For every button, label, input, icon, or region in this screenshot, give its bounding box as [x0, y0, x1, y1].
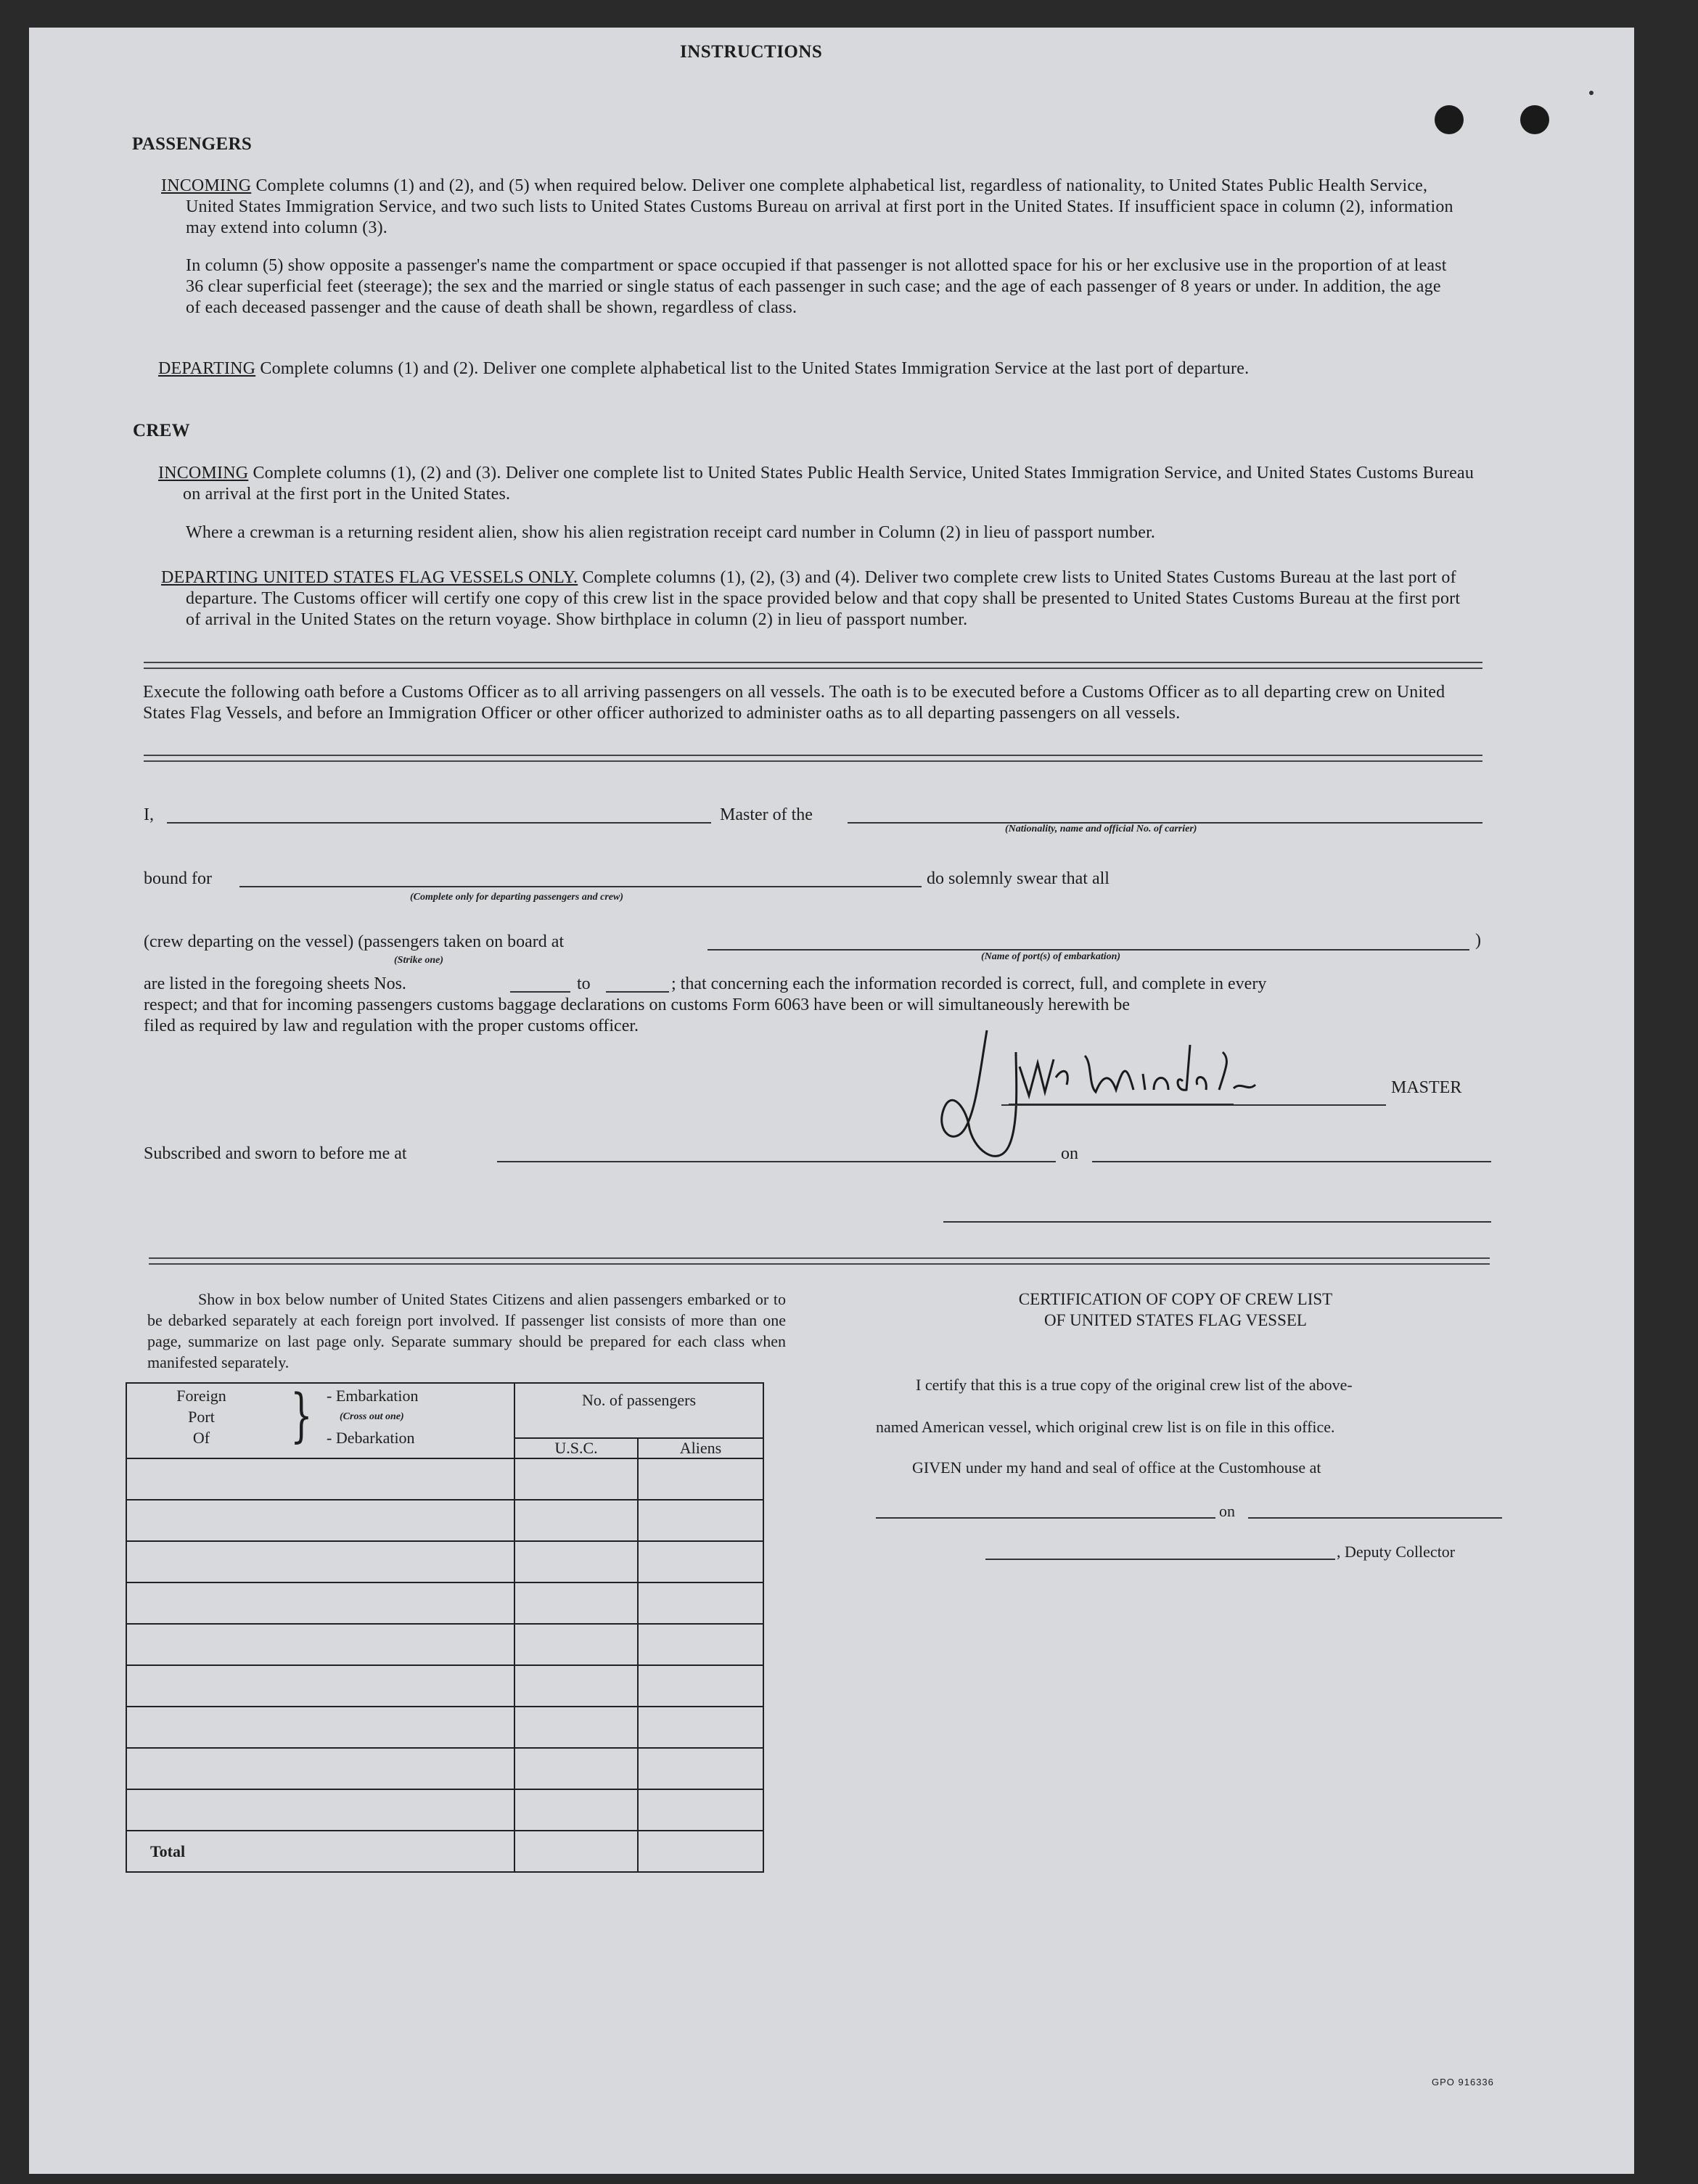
aliens-total-cell[interactable] — [638, 1831, 763, 1872]
port-label: Port — [188, 1408, 215, 1426]
port-cell[interactable] — [126, 1500, 514, 1541]
usc-cell[interactable] — [514, 1665, 638, 1707]
crew-incoming-text: Complete columns (1), (2) and (3). Deliver one complete list to United States Public Health Service, United States Immigration Service, and United States Customs Bureau on arrival at the first port in the United States. — [183, 464, 1475, 504]
strike-caption: (Strike one) — [394, 955, 444, 966]
customhouse-line[interactable] — [876, 1517, 1215, 1519]
usc-cell[interactable] — [514, 1707, 638, 1748]
page-title: INSTRUCTIONS — [680, 42, 823, 62]
debarkation-label: - Debarkation — [327, 1429, 415, 1447]
officer-signature-line[interactable] — [943, 1221, 1491, 1223]
port-cell[interactable] — [126, 1789, 514, 1831]
certify-line-3: GIVEN under my hand and seal of office at the Customhouse at — [912, 1458, 1321, 1477]
passengers-column5: In column (5) show opposite a passenger's name the compartment or space occupied if that passenger is not allotted space for his or her exclusive use in the proportion of at least 36 clear superficial feet (steerage); the sex and the married or single status of each passenger in such case; and the age of each passenger of 8 years or under. In addition, the age of each deceased passenger and the cause of death shall be shown, regardless of class. — [186, 256, 1447, 317]
passengers-departing-text: Complete columns (1) and (2). Deliver one complete alphabetical list to the United States Immigration Service at the last port of departure. — [260, 359, 1250, 378]
port-cell[interactable] — [126, 1665, 514, 1707]
bound-for-label: bound for — [144, 869, 212, 888]
port-cell[interactable] — [126, 1458, 514, 1500]
aliens-cell[interactable] — [638, 1541, 763, 1582]
certification-title — [907, 1289, 1444, 1331]
oath-i-label: I, — [144, 805, 154, 824]
certify-date-line[interactable] — [1248, 1517, 1502, 1519]
passengers-departing — [158, 358, 1476, 379]
passengers-departing-lead: DEPARTING — [158, 359, 256, 378]
master-signature-line[interactable] — [1001, 1104, 1386, 1106]
port-cell[interactable] — [126, 1624, 514, 1665]
aliens-header: Aliens — [638, 1438, 763, 1458]
master-label: MASTER — [1391, 1078, 1462, 1097]
punch-hole — [1435, 105, 1464, 134]
embarkation-label: - Embarkation — [327, 1387, 419, 1405]
of-label: Of — [192, 1429, 210, 1447]
table-row — [126, 1458, 763, 1500]
certify-line-2: named American vessel, which original crew list is on file in this office. — [876, 1418, 1335, 1436]
aliens-cell[interactable] — [638, 1500, 763, 1541]
aliens-cell[interactable] — [638, 1789, 763, 1831]
sworn-on-label: on — [1061, 1144, 1078, 1163]
table-row — [126, 1665, 763, 1707]
crew-incoming — [158, 463, 1476, 505]
sworn-place-line[interactable] — [497, 1161, 1056, 1162]
ports-caption: (Name of port(s) of embarkation) — [981, 951, 1121, 962]
usc-total-cell[interactable] — [514, 1831, 638, 1872]
certify-on-label: on — [1219, 1502, 1235, 1520]
bound-for-caption: (Complete only for departing passengers and crew) — [410, 892, 623, 903]
crew-departing-lead: DEPARTING UNITED STATES FLAG VESSELS ONLY. — [161, 568, 578, 587]
master-name-line[interactable] — [167, 822, 711, 824]
passengers-heading: PASSENGERS — [132, 134, 253, 154]
passenger-summary-table — [126, 1382, 764, 1873]
crew-heading: CREW — [133, 421, 190, 440]
usc-cell[interactable] — [514, 1789, 638, 1831]
port-cell[interactable] — [126, 1582, 514, 1624]
divider — [149, 1257, 1490, 1265]
usc-cell[interactable] — [514, 1582, 638, 1624]
aliens-cell[interactable] — [638, 1458, 763, 1500]
usc-cell[interactable] — [514, 1541, 638, 1582]
master-signature — [936, 1023, 1342, 1168]
summary-intro: Show in box below number of United States Citizens and alien passengers embarked or to be debarked separately at each foreign port involved. If passenger list consists of more than one page, summarize on last page only. Separate summary should be prepared for each class when manifested separately. — [147, 1290, 786, 1371]
port-cell[interactable] — [126, 1707, 514, 1748]
oath-instructions: Execute the following oath before a Customs Officer as to all arriving passengers on all vessels. The oath is to be executed before a Customs Officer as to all departing crew on United States Flag Vessels, and before an Immigration Officer or other officer authorized to administer oaths as to all departing passengers on all vessels. — [143, 683, 1445, 723]
aliens-cell[interactable] — [638, 1665, 763, 1707]
aliens-cell[interactable] — [638, 1582, 763, 1624]
usc-cell[interactable] — [514, 1624, 638, 1665]
usc-cell[interactable] — [514, 1748, 638, 1789]
total-label: Total — [126, 1831, 514, 1872]
foreign-port-header — [126, 1383, 514, 1458]
cross-out-label: (Cross out one) — [340, 1411, 404, 1422]
embarkation-ports-line[interactable] — [708, 949, 1469, 951]
table-row — [126, 1582, 763, 1624]
table-row — [126, 1541, 763, 1582]
port-cell[interactable] — [126, 1748, 514, 1789]
passengers-incoming — [161, 176, 1476, 239]
speck — [1589, 91, 1594, 95]
passengers-incoming-lead: INCOMING — [161, 176, 252, 195]
table-row — [126, 1624, 763, 1665]
oath-line-2: respect; and that for incoming passengers customs baggage declarations on customs Form 6063 have been or will simultaneously herewith be — [144, 995, 1130, 1014]
port-cell[interactable] — [126, 1541, 514, 1582]
sheets-statement: ; that concerning each the information recorded is correct, full, and complete in every — [671, 974, 1267, 993]
no-passengers-header: No. of passengers — [514, 1383, 763, 1438]
certify-line-1: I certify that this is a true copy of the original crew list of the above- — [916, 1376, 1353, 1394]
sheets-label: are listed in the foregoing sheets Nos. — [144, 974, 406, 993]
table-row — [126, 1789, 763, 1831]
certification-title-1: CERTIFICATION OF COPY OF CREW LIST — [1018, 1290, 1333, 1308]
aliens-cell[interactable] — [638, 1707, 763, 1748]
crew-departing — [161, 567, 1476, 631]
aliens-cell[interactable] — [638, 1748, 763, 1789]
usc-header: U.S.C. — [514, 1438, 638, 1458]
usc-cell[interactable] — [514, 1500, 638, 1541]
crew-departing-label: (crew departing on the vessel) (passengers taken on board at — [144, 932, 565, 951]
table-row — [126, 1500, 763, 1541]
total-row — [126, 1831, 763, 1872]
table-row — [126, 1748, 763, 1789]
sheet-from-line[interactable] — [510, 991, 570, 993]
close-paren: ) — [1475, 931, 1481, 950]
deputy-collector-label: , Deputy Collector — [1337, 1543, 1456, 1561]
passengers-incoming-text: Complete columns (1) and (2), and (5) when required below. Deliver one complete alphabetical list, regardless of nationality, to United States Public Health Service, United States Immigration Service, and two such lists to United States Customs Bureau on arrival at first port in the United States. If insufficient space in column (2), information may extend into column (3). — [186, 176, 1453, 237]
brace: } — [290, 1382, 313, 1449]
table-row — [126, 1707, 763, 1748]
footer-code: GPO 916336 — [1432, 2077, 1494, 2087]
punch-hole — [1520, 105, 1549, 134]
crew-incoming-lead: INCOMING — [158, 464, 249, 483]
sheet-to-line[interactable] — [606, 991, 669, 993]
sheets-to-label: to — [577, 974, 591, 993]
certification-title-2: OF UNITED STATES FLAG VESSEL — [1044, 1311, 1307, 1329]
master-of-the-label: Master of the — [720, 805, 813, 824]
deputy-signature-line[interactable] — [985, 1559, 1335, 1560]
crew-resident-alien: Where a crewman is a returning resident alien, show his alien registration receipt card number in Column (2) in lieu of passport number. — [186, 523, 1156, 542]
swear-label: do solemnly swear that all — [927, 869, 1110, 888]
bound-for-line[interactable] — [239, 886, 922, 887]
aliens-cell[interactable] — [638, 1624, 763, 1665]
oath-line-3: filed as required by law and regulation with the proper customs officer. — [144, 1017, 639, 1035]
usc-cell[interactable] — [514, 1458, 638, 1500]
sworn-date-line[interactable] — [1092, 1161, 1491, 1162]
foreign-label: Foreign — [176, 1387, 226, 1405]
crew-departing-text: Complete columns (1), (2), (3) and (4). Deliver two complete crew lists to United States Customs Bureau at the last port of departure. The Customs officer will certify one copy of this crew list in the space provided below and that copy shall be presented to United States Customs Bureau at the first port of arrival in the United States on the return voyage. Show birthplace in column (2) in lieu of passport number. — [186, 568, 1461, 629]
subscribed-label: Subscribed and sworn to before me at — [144, 1144, 407, 1163]
divider — [144, 755, 1482, 762]
carrier-caption: (Nationality, name and official No. of carrier) — [1005, 824, 1197, 834]
divider — [144, 662, 1482, 669]
